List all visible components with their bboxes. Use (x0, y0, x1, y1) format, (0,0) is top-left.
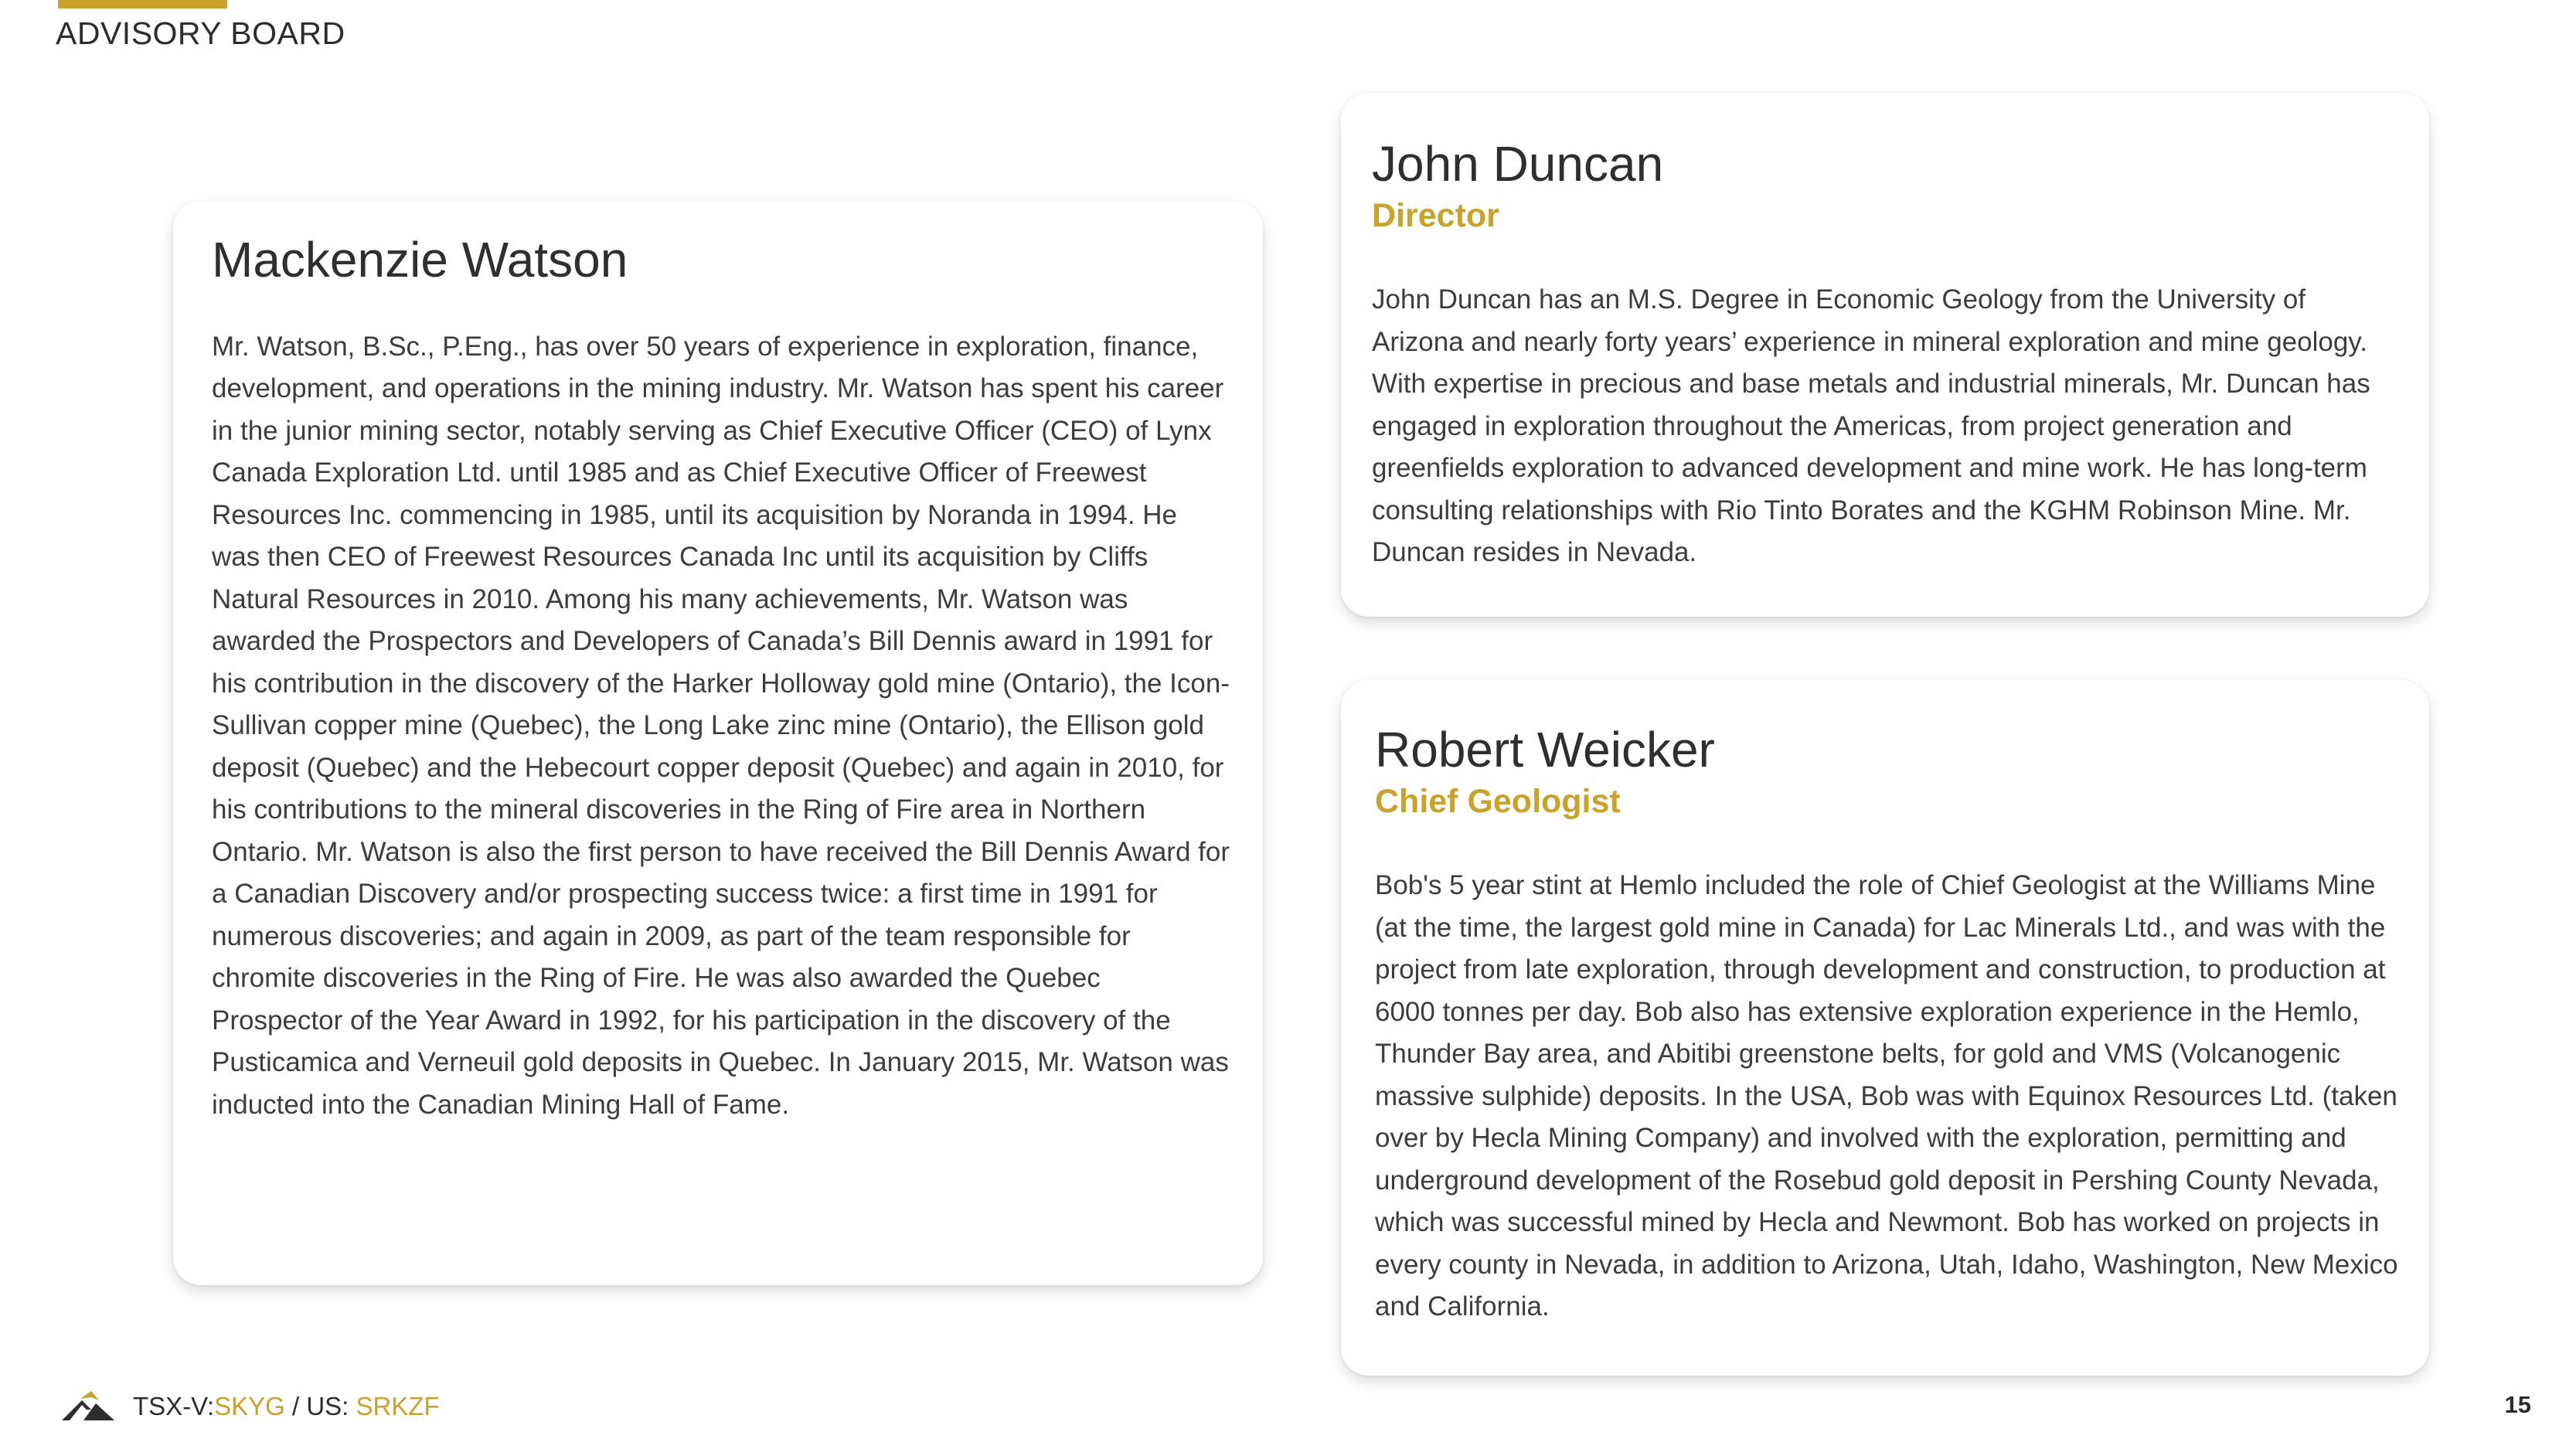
advisor-name: Mackenzie Watson (212, 232, 628, 287)
advisor-bio: Mr. Watson, B.Sc., P.Eng., has over 50 years of experience in exploration, finance, development, and operations in the mining industry. Mr. Watson has spent his career in the junior mining sector, notably serving as Chief Executive Officer (CEO) of Lynx Canada Exploration Ltd. until 1985 and as Chief Executive Officer of Freewest Resources Inc. commencing in 1985, until its acquisition by Noranda in 1994. He was then CEO of Freewest Resources Canada Inc until its acquisition by Cliffs Natural Resources in 2010. Among his many achievements, Mr. Watson was awarded the Prospectors and Developers of Canada’s Bill Dennis award in 1991 for his contribution in the discovery of the Harker Holloway gold mine (Ontario), the Icon-Sullivan copper mine (Quebec), the Long Lake zinc mine (Ontario), the Ellison gold deposit (Quebec) and the Hebecourt copper deposit (Quebec) and again in 2010, for his contributions to the mineral discoveries in the Ring of Fire area in Northern Ontario. Mr. Watson is also the first person to have received the Bill Dennis Award for a Canadian Discovery and/or prospecting success twice: a first time in 1991 for numerous discoveries; and again in 2009, as part of the team responsible for chromite discoveries in the Ring of Fire. He was also awarded the Quebec Prospector of the Year Award in 1992, for his participation in the discovery of the Pusticamica and Verneuil gold deposits in Quebec. In January 2015, Mr. Watson was inducted into the Canadian Mining Hall of Fame. (212, 331, 1230, 1120)
advisor-bio: Bob's 5 year stint at Hemlo included the role of Chief Geologist at the Williams Mine (at the time, the largest gold mine in Canada) for Lac Minerals Ltd., and was with the project from late exploration, through development and construction, to production at 6000 tonnes per day. Bob also has extensive exploration experience in the Hemlo, Thunder Bay area, and Abitibi greenstone belts, for gold and VMS (Volcanogenic massive sulphide) deposits. In the USA, Bob was with Equinox Resources Ltd. (taken over by Hecla Mining Company) and involved with the exploration, permitting and underground development of the Rosebud gold deposit in Pershing County Nevada, which was successful mined by Hecla and Newmont. Bob has worked on projects in every county in Nevada, in addition to Arizona, Utah, Idaho, Washington, New Mexico and California. (1375, 870, 2398, 1322)
section-title: ADVISORY BOARD (56, 15, 345, 51)
ticker-label-us: US: (306, 1392, 356, 1420)
mountain-logo-icon (60, 1389, 116, 1423)
page-number: 15 (2504, 1391, 2531, 1418)
ticker-separator: / (284, 1392, 307, 1420)
ticker-code-us: SRKZF (356, 1392, 440, 1420)
advisor-card-weicker (1341, 680, 2429, 1376)
advisor-role: Director (1372, 196, 1499, 234)
ticker-code-tsx: SKYG (214, 1392, 285, 1420)
accent-bar (58, 0, 227, 9)
advisor-name: Robert Weicker (1375, 722, 1715, 777)
footer-ticker (60, 1387, 440, 1426)
advisor-name: John Duncan (1372, 136, 1664, 192)
advisor-card-watson (173, 201, 1263, 1285)
ticker-label: TSX-V: (133, 1392, 215, 1420)
advisor-card-duncan (1341, 93, 2429, 617)
advisor-role: Chief Geologist (1375, 782, 1621, 820)
advisor-bio: John Duncan has an M.S. Degree in Economic Geology from the University of Arizona and nearly forty years’ experience in mineral exploration and mine geology. With expertise in precious and base metals and industrial minerals, Mr. Duncan has engaged in exploration throughout the Americas, from project generation and greenfields exploration to advanced development and mine work. He has long-term consulting relationships with Rio Tinto Borates and the KGHM Robinson Mine. Mr. Duncan resides in Nevada. (1372, 284, 2370, 568)
